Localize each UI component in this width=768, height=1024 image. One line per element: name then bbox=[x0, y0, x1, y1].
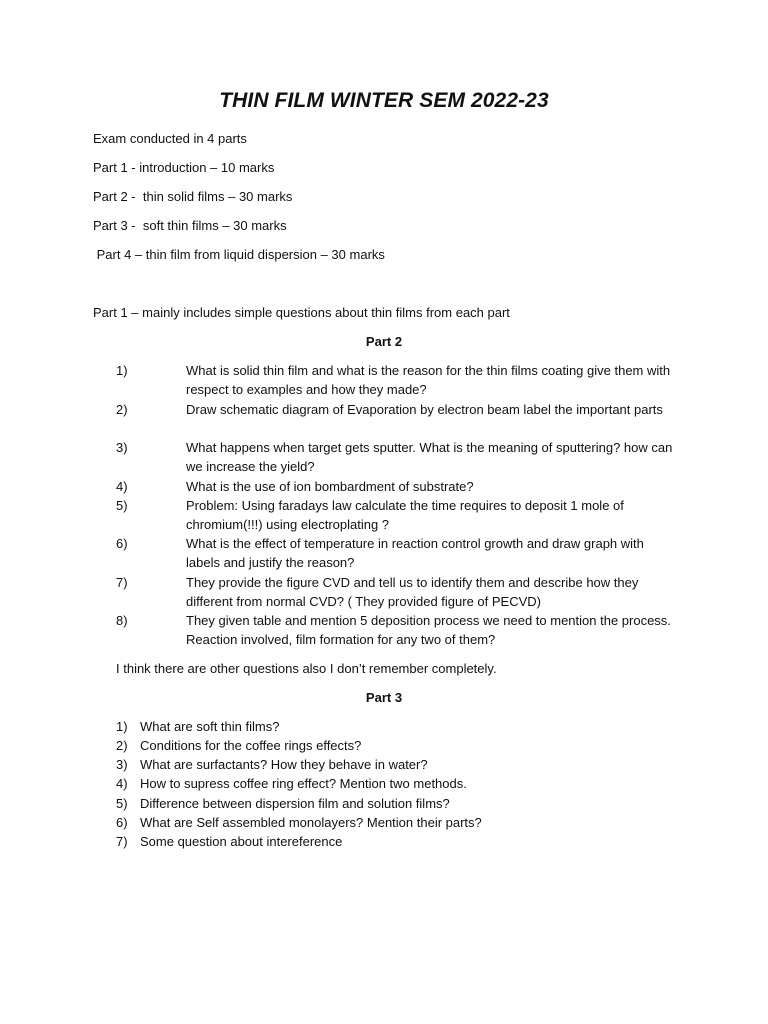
question-text: What is the use of ion bombardment of substrate? bbox=[186, 479, 474, 494]
question-text: They given table and mention 5 deposition process we need to mention the process. Reaction involved, film formation for any two of them? bbox=[186, 613, 671, 647]
question-text: What is solid thin film and what is the reason for the thin films coating give them with respect to examples and how they made? bbox=[186, 363, 671, 397]
question-number: 8) bbox=[116, 613, 128, 628]
part1-note: Part 1 – mainly includes simple questions about thin films from each part bbox=[93, 305, 510, 320]
question-number: 7) bbox=[116, 834, 128, 849]
question-text: Draw schematic diagram of Evaporation by electron beam label the important parts bbox=[186, 402, 663, 417]
document-title: THIN FILM WINTER SEM 2022-23 bbox=[219, 89, 549, 112]
question-text: What is the effect of temperature in reaction control growth and draw graph with labels and justify the reason? bbox=[186, 536, 644, 570]
question-number: 3) bbox=[116, 440, 128, 455]
question-number: 1) bbox=[116, 363, 128, 378]
intro-line: Part 1 - introduction – 10 marks bbox=[93, 160, 275, 175]
question-number: 2) bbox=[116, 738, 128, 753]
question-number: 1) bbox=[116, 719, 128, 734]
intro-line: Part 4 – thin film from liquid dispersion – 30 marks bbox=[93, 247, 385, 262]
question-number: 5) bbox=[116, 796, 128, 811]
question-text: What are Self assembled monolayers? Mention their parts? bbox=[140, 815, 482, 830]
question-number: 4) bbox=[116, 776, 128, 791]
question-text: Problem: Using faradays law calculate the time requires to deposit 1 mole of chromium(!!!) using electroplating ? bbox=[186, 498, 624, 532]
question-text: What are soft thin films? bbox=[140, 719, 280, 734]
part2-note: I think there are other questions also I don’t remember completely. bbox=[116, 661, 497, 676]
intro-line: Part 2 - thin solid films – 30 marks bbox=[93, 189, 293, 204]
question-number: 7) bbox=[116, 575, 128, 590]
part3-heading: Part 3 bbox=[365, 690, 403, 705]
question-text: How to supress coffee ring effect? Mention two methods. bbox=[140, 776, 467, 791]
question-number: 6) bbox=[116, 815, 128, 830]
question-number: 3) bbox=[116, 757, 128, 772]
question-text: What happens when target gets sputter. What is the meaning of sputtering? how can we increase the yield? bbox=[186, 440, 673, 474]
question-number: 5) bbox=[116, 498, 128, 513]
intro-line: Part 3 - soft thin films – 30 marks bbox=[93, 218, 287, 233]
question-text: Conditions for the coffee rings effects? bbox=[140, 738, 362, 753]
question-text: What are surfactants? How they behave in water? bbox=[140, 757, 428, 772]
question-text: Difference between dispersion film and solution films? bbox=[140, 796, 450, 811]
intro-line: Exam conducted in 4 parts bbox=[93, 131, 247, 146]
question-number: 2) bbox=[116, 402, 128, 417]
question-number: 6) bbox=[116, 536, 128, 551]
question-text: Some question about intereference bbox=[140, 834, 343, 849]
question-number: 4) bbox=[116, 479, 128, 494]
part2-heading: Part 2 bbox=[365, 334, 403, 349]
question-text: They provide the figure CVD and tell us to identify them and describe how they different from normal CVD? ( They provided figure of PECVD) bbox=[186, 575, 639, 609]
